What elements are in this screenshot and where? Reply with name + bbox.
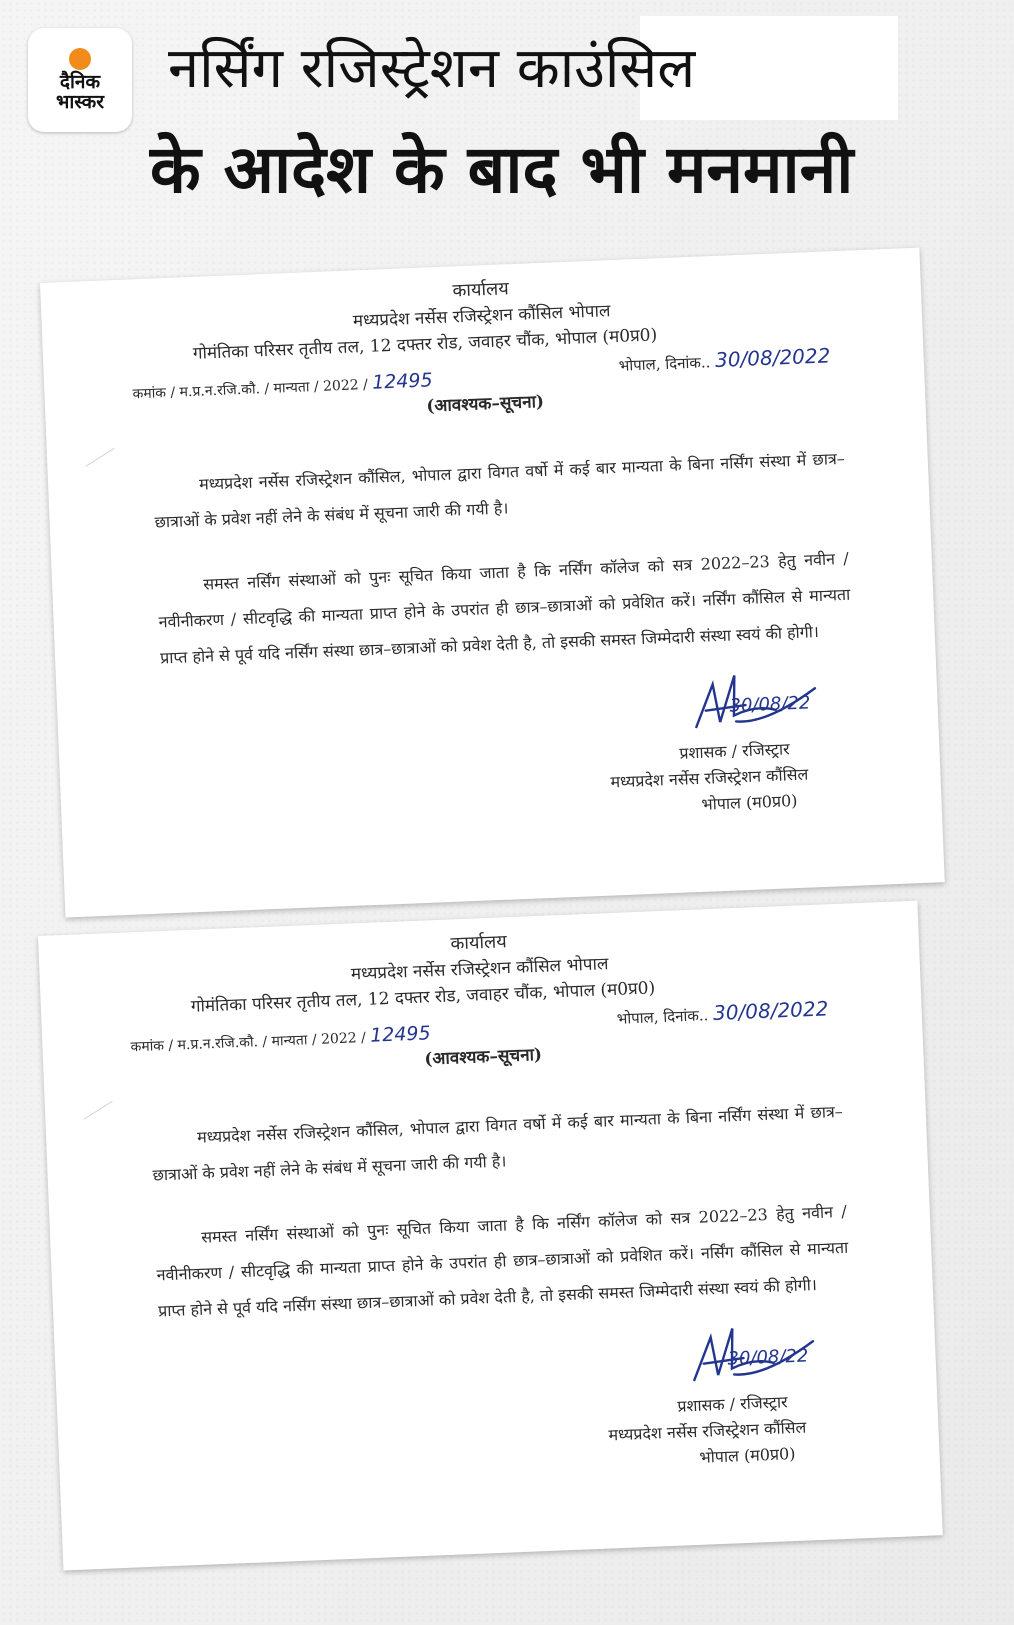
reference-number: 12495	[371, 369, 434, 394]
brand-logo	[28, 28, 132, 132]
paper-crease	[85, 448, 123, 481]
notice-dateline	[618, 343, 831, 375]
headline-line1: नर्सिंग रजिस्ट्रेशन काउंसिल	[168, 36, 696, 101]
notice-dateline	[616, 996, 829, 1028]
paper-crease	[83, 1101, 121, 1134]
signatory-city: भोपाल (म0प्र0)	[699, 1444, 796, 1467]
signatory-organisation: मध्यप्रदेश नर्सेस रजिस्ट्रेशन कौंसिल	[610, 764, 809, 792]
sun-icon	[69, 48, 91, 70]
notice-paragraph-2: समस्त नर्सिंग संस्थाओं को पुनः सूचित किया जाता है कि नर्सिंग कॉलेज को सत्र 2022–23 हेतु नवीन / नवीनीकरण / सीटवृद्धि की मान्यता प्राप्त होने के उपरांत ही छात्र–छात्राओं को प्रवेशित करें। नर्सिंग कौंसिल से मान्यता प्राप्त होने से पूर्व यदि नर्सिंग संस्था छात्र–छात्राओं को प्रवेश देती है, तो इसकी समस्त जिम्मेदारी संस्था स्वयं की होगी।	[156, 1201, 849, 1321]
reference-label: कमांक / म.प्र.न.रजि.कौ. / मान्यता / 2022 /	[130, 1029, 367, 1056]
notice-council: मध्यप्रदेश नर्सेस रजिस्ट्रेशन कौंसिल भोपाल	[352, 301, 611, 332]
notice-paragraph-2: समस्त नर्सिंग संस्थाओं को पुनः सूचित किया जाता है कि नर्सिंग कॉलेज को सत्र 2022–23 हेतु नवीन / नवीनीकरण / सीटवृद्धि की मान्यता प्राप्त होने के उपरांत ही छात्र–छात्राओं को प्रवेशित करें। नर्सिंग कौंसिल से मान्यता प्राप्त होने से पूर्व यदि नर्सिंग संस्था छात्र–छात्राओं को प्रवेश देती है, तो इसकी समस्त जिम्मेदारी संस्था स्वयं की होगी।	[158, 548, 851, 668]
date-value: 30/08/2022	[712, 996, 829, 1025]
signatory-role: प्रशासक / रजिस्ट्रार	[677, 1392, 789, 1416]
signature-date: 30/08/22	[729, 692, 811, 717]
signatory-city: भोपाल (म0प्र0)	[701, 791, 798, 814]
notice-document-bottom	[38, 901, 943, 1571]
notice-office: कार्यालय	[450, 931, 508, 955]
notice-paragraph-1: मध्यप्रदेश नर्सेस रजिस्ट्रेशन कौंसिल, भोपाल द्वारा विगत वर्षो में कई बार मान्यता के बिना नर्सिंग संस्था में छात्र–छात्राओं के प्रवेश नहीं लेने के संबंध में सूचना जारी की गयी है।	[152, 1101, 844, 1185]
signatory-organisation: मध्यप्रदेश नर्सेस रजिस्ट्रेशन कौंसिल	[608, 1417, 807, 1445]
signatory-role: प्रशासक / रजिस्ट्रार	[679, 739, 791, 763]
date-label: भोपाल, दिनांक..	[618, 353, 711, 375]
notice-office: कार्यालय	[452, 278, 510, 302]
notice-paragraph-1: मध्यप्रदेश नर्सेस रजिस्ट्रेशन कौंसिल, भोपाल द्वारा विगत वर्षो में कई बार मान्यता के बिना नर्सिंग संस्था में छात्र–छात्राओं के प्रवेश नहीं लेने के संबंध में सूचना जारी की गयी है।	[154, 448, 846, 532]
notice-document-top	[40, 248, 945, 918]
brand-name-line1: दैनिक	[59, 70, 101, 93]
signature-date: 30/08/22	[727, 1345, 809, 1370]
notice-subject: (आवश्यक–सूचना)	[424, 1044, 543, 1070]
brand-name-line2: भास्कर	[55, 90, 105, 113]
notice-address: गोमंतिका परिसर तृतीय तल, 12 दफ्तर रोड, जवाहर चौंक, भोपाल (म0प्र0)	[190, 978, 656, 1017]
notice-address: गोमंतिका परिसर तृतीय तल, 12 दफ्तर रोड, जवाहर चौंक, भोपाल (म0प्र0)	[192, 325, 658, 364]
notice-subject: (आवश्यक–सूचना)	[426, 391, 545, 417]
date-value: 30/08/2022	[714, 343, 831, 372]
reference-label: कमांक / म.प्र.न.रजि.कौ. / मान्यता / 2022 /	[132, 376, 369, 403]
headline-line2: के आदेश के बाद भी मनमानी	[150, 131, 854, 208]
notice-council: मध्यप्रदेश नर्सेस रजिस्ट्रेशन कौंसिल भोपाल	[350, 954, 609, 985]
reference-number: 12495	[369, 1022, 432, 1047]
date-label: भोपाल, दिनांक..	[616, 1006, 709, 1028]
